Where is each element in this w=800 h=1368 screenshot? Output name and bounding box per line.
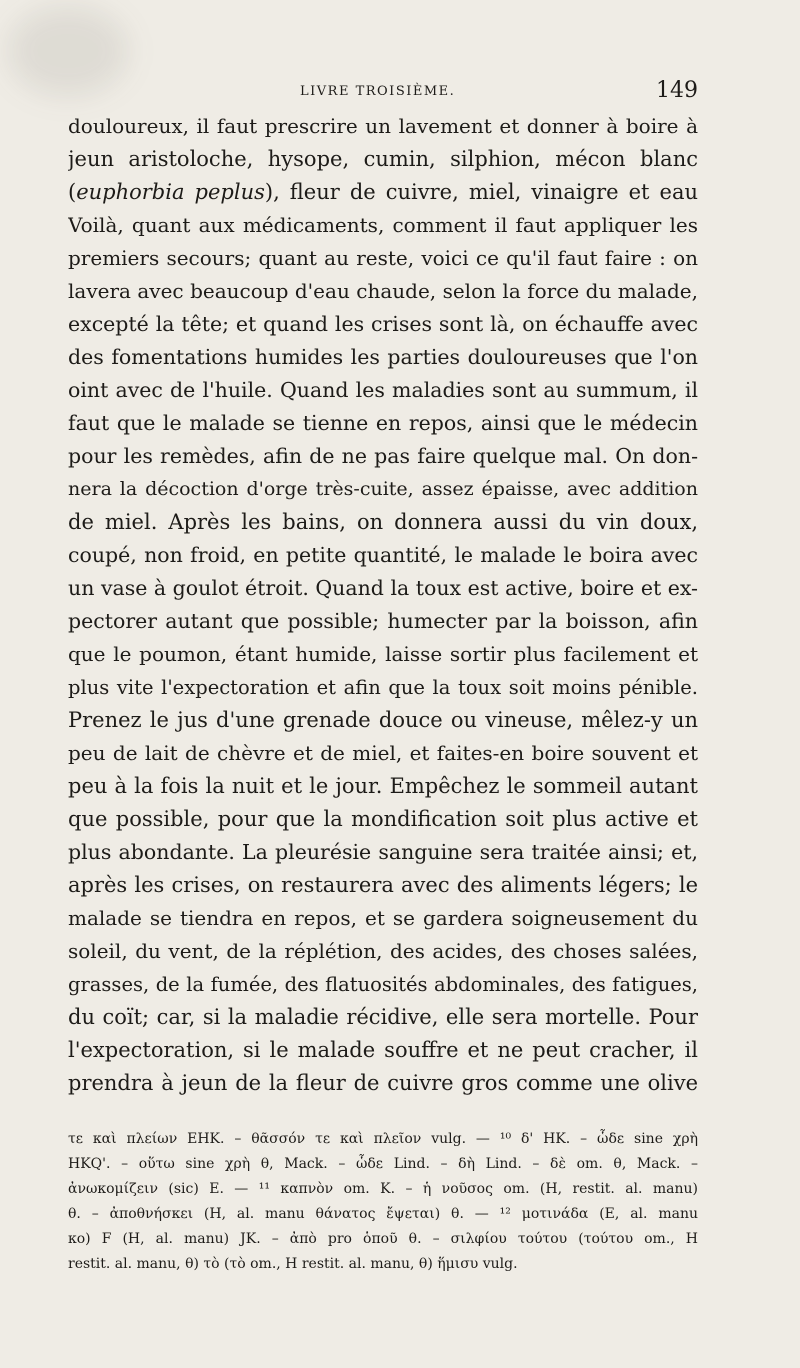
text-line: premiers secours; quant au reste, voici ce qu'il faut faire : on (68, 246, 698, 270)
text-line: Prenez le jus d'une grenade douce ou vineuse, mêlez-y un (68, 708, 698, 732)
text-line: grasses, de la fumée, des flatuosités abdominales, des fatigues, (68, 973, 698, 996)
text-line: pectorer autant que possible; humecter par la boisson, afin (68, 609, 698, 633)
botanical-name: euphorbia peplus (76, 180, 265, 204)
text-line: que le poumon, étant humide, laisse sortir plus facilement et (68, 642, 698, 666)
text-line: peu à la fois la nuit et le jour. Empêchez le sommeil autant (68, 774, 698, 798)
text-line: malade se tiendra en repos, et se gardera soigneusement du (68, 906, 698, 930)
text-line: soleil, du vent, de la réplétion, des acides, des choses salées, (68, 939, 698, 963)
text-line: de miel. Après les bains, on donnera aussi du vin doux, (68, 510, 698, 534)
line-continuation: ), fleur de cuivre, miel, vinaigre et eau (264, 180, 698, 204)
text-line: jeun aristoloche, hysope, cumin, silphion, mécon blanc (68, 147, 698, 171)
note-line: τε καὶ πλείων EHK. – θᾶσσόν τε καὶ πλεῖον vulg. — ¹⁰ δ' HK. – ὧδε sine χρὴ (68, 1131, 698, 1147)
text-line: Voilà, quant aux médicaments, comment il faut appliquer les (68, 213, 698, 237)
body-text (68, 110, 698, 1100)
page-stain (8, 6, 128, 96)
paren-open: ( (68, 180, 77, 204)
text-line: des fomentations humides les parties douloureuses que l'on (68, 345, 698, 369)
note-line: HKQ'. – οὕτω sine χρὴ θ, Mack. – ὧδε Lind. – δὴ Lind. – δὲ om. θ, Mack. – (68, 1156, 698, 1172)
text-line: douloureux, il faut prescrire un lavement et donner à boire à (68, 114, 698, 138)
note-line: restit. al. manu, θ) τὸ (τὸ om., H restit. al. manu, θ) ἥμισυ vulg. (68, 1256, 518, 1272)
text-line: excepté la tête; et quand les crises sont là, on échauffe avec (68, 312, 698, 336)
text-line: l'expectoration, si le malade souffre et ne peut cracher, il (68, 1038, 698, 1062)
text-line: coupé, non froid, en petite quantité, le malade le boira avec (68, 543, 698, 567)
page-number: 149 (656, 78, 698, 103)
note-line: κο) F (H, al. manu) JK. – ἀπὸ pro ὁποῦ θ. – σιλφίου τούτου (τούτου om., H (68, 1231, 698, 1247)
text-line: du coït; car, si la maladie récidive, elle sera mortelle. Pour (68, 1005, 698, 1029)
text-line: plus vite l'expectoration et afin que la toux soit moins pénible. (68, 676, 698, 699)
text-line: nera la décoction d'orge très-cuite, assez épaisse, avec addition (68, 478, 698, 500)
note-line: θ. – ἀποθνήσκει (H, al. manu θάνατος ἔψεται) θ. — ¹² μοτινάδα (E, al. manu (68, 1206, 698, 1222)
text-line: que possible, pour que la mondification soit plus active et (68, 807, 698, 831)
note-line: ἀνωκομίζειν (sic) E. — ¹¹ καπνὸν om. K. – ἡ νοῦσος om. (H, restit. al. manu) (68, 1181, 698, 1197)
text-line (68, 176, 698, 209)
text-line: lavera avec beaucoup d'eau chaude, selon la force du malade, (68, 279, 698, 303)
text-line: après les crises, on restaurera avec des aliments légers; le (68, 873, 698, 897)
text-line: oint avec de l'huile. Quand les maladies sont au summum, il (68, 378, 698, 402)
text-line: pour les remèdes, afin de ne pas faire quelque mal. On don- (68, 444, 698, 468)
critical-apparatus (68, 1127, 698, 1277)
text-line: plus abondante. La pleurésie sanguine sera traitée ainsi; et, (68, 840, 698, 864)
text-line: faut que le malade se tienne en repos, ainsi que le médecin (68, 411, 698, 435)
running-head: LIVRE TROISIÈME. (300, 84, 456, 99)
text-line: prendra à jeun de la fleur de cuivre gros comme une olive (68, 1071, 698, 1095)
text-line: peu de lait de chèvre et de miel, et faites-en boire souvent et (68, 741, 698, 765)
text-line: un vase à goulot étroit. Quand la toux est active, boire et ex- (68, 576, 698, 600)
